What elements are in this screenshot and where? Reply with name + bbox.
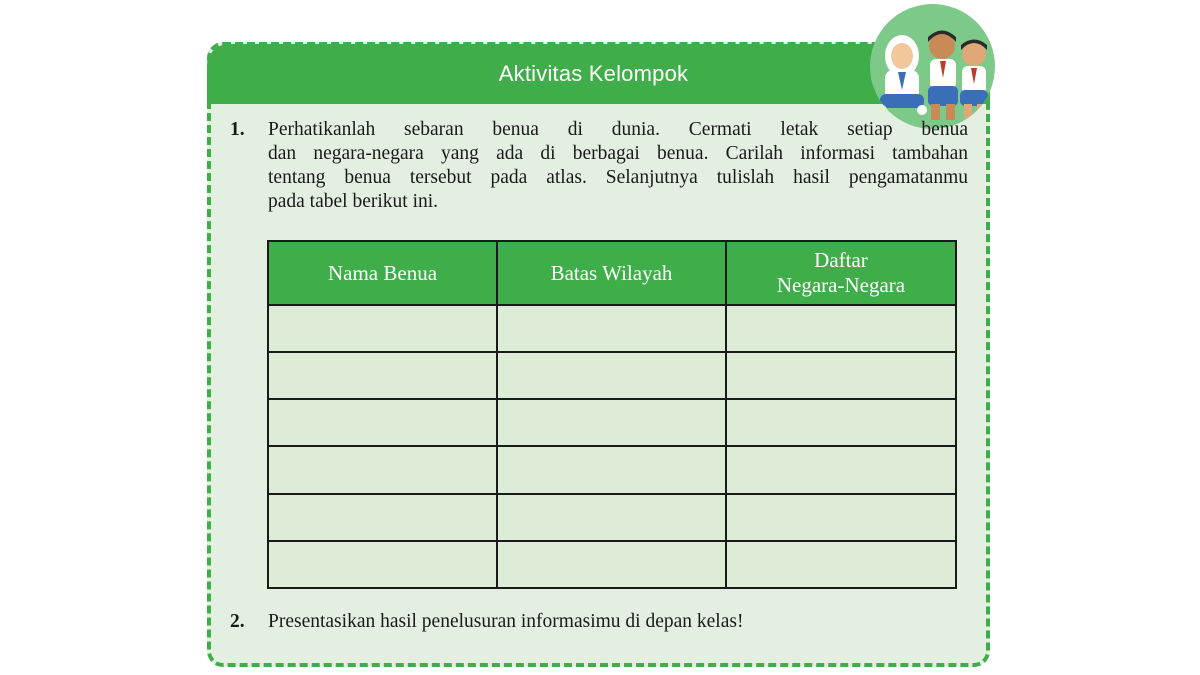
table-cell[interactable]	[268, 399, 497, 446]
column-header-batas-wilayah: Batas Wilayah	[497, 241, 726, 305]
instruction-1-line: dan negara-negara yang ada di berbagai benua. Carilah informasi tambahan	[268, 143, 968, 164]
table-row	[268, 494, 956, 541]
table-cell[interactable]	[726, 305, 956, 352]
instruction-1-line: pada tabel berikut ini.	[268, 191, 439, 212]
table-cell[interactable]	[726, 446, 956, 493]
table-row	[268, 352, 956, 399]
table-cell[interactable]	[497, 446, 726, 493]
instruction-2-number: 2.	[230, 611, 245, 632]
table-row	[268, 446, 956, 493]
table-row	[268, 541, 956, 588]
table-header-row	[268, 241, 956, 305]
table-cell[interactable]	[726, 399, 956, 446]
table-cell[interactable]	[726, 541, 956, 588]
table-row	[268, 399, 956, 446]
table-cell[interactable]	[268, 494, 497, 541]
table-cell[interactable]	[497, 352, 726, 399]
instruction-1-line: Perhatikanlah sebaran benua di dunia. Cermati letak setiap benua	[268, 119, 968, 140]
table-cell[interactable]	[497, 399, 726, 446]
instruction-1-line: tentang benua tersebut pada atlas. Selanjutnya tulislah hasil pengamatanmu	[268, 167, 968, 188]
card-title: Aktivitas Kelompok	[498, 61, 689, 86]
observation-table	[267, 240, 957, 589]
table-cell[interactable]	[497, 541, 726, 588]
instruction-2-text: Presentasikan hasil penelusuran informasimu di depan kelas!	[268, 611, 744, 632]
column-header-nama-benua: Nama Benua	[268, 241, 497, 305]
column-header-daftar-negara: Daftar Negara-Negara	[726, 241, 956, 305]
table-cell[interactable]	[726, 494, 956, 541]
instruction-1-number: 1.	[230, 119, 245, 140]
table-row	[268, 305, 956, 352]
table-cell[interactable]	[497, 494, 726, 541]
table-cell[interactable]	[726, 352, 956, 399]
table-cell[interactable]	[497, 305, 726, 352]
students-group-icon	[870, 4, 995, 129]
table-cell[interactable]	[268, 352, 497, 399]
table-cell[interactable]	[268, 446, 497, 493]
table-cell[interactable]	[268, 541, 497, 588]
instruction-1-text	[268, 118, 968, 214]
table-cell[interactable]	[268, 305, 497, 352]
